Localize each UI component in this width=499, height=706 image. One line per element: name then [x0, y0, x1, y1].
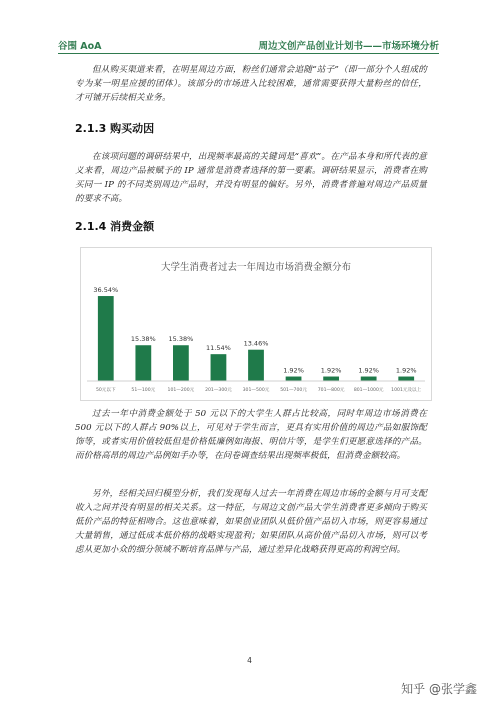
paragraph-spending-analysis: 过去一年中消费金额处于 50 元以下的大学生人群占比较高，同时年周边市场消费在 500 元以下的人群占 90%以上，可见对于学生而言，更具有实用价值的周边产品如服饰配饰等，或者实用价值较低但是价格低廉例如海报、明信片等，是学生们更愿意选择的产品。而价格高昂的周边产品例如手办等，在问卷调查结果出现频率极低，但消费金额较高。 — [75, 409, 427, 461]
chart-bar — [211, 354, 227, 381]
chart-category-label: 101—200元 — [167, 388, 195, 393]
chart-title: 大学生消费者过去一年周边市场消费金额分布 — [160, 262, 352, 273]
chart-bar — [98, 296, 114, 381]
chart-bar — [286, 377, 302, 381]
chart-category-label: 51—100元 — [131, 388, 156, 393]
page-header — [58, 38, 439, 54]
chart-category-label: 801—1000元 — [353, 388, 384, 393]
chart-category-label: 1001元及以上 — [391, 388, 422, 393]
chart-category-label: 501—700元 — [280, 388, 307, 393]
chart-category-label: 50元以下 — [95, 388, 116, 393]
chart-data-label: 1.92% — [358, 366, 379, 375]
paragraph-purchase-motive: 在该项问题的调研结果中，出现频率最高的关键词是“喜欢”。在产品本身和所代表的意义来看，周边产品被赋予的 IP 通常是消费者选择的第一要素。调研结果显示，消费者在购买同一 IP 的不同类别周边产品时，并没有明显的偏好。另外，消费者普遍对周边产品质量的要求不高。 — [75, 152, 427, 204]
chart-data-label: 11.54% — [206, 344, 231, 353]
section-heading-purchase-motive: 2.1.3 购买动因 — [75, 122, 155, 135]
chart-data-label: 15.38% — [168, 335, 194, 344]
chart-category-label: 701—800元 — [317, 388, 345, 393]
chart-bars — [93, 286, 421, 393]
header-doc-title: 周边文创产品创业计划书——市场环境分析 — [258, 41, 439, 52]
chart-bar — [398, 377, 414, 381]
chart-data-label: 1.92% — [320, 366, 342, 375]
page-number: 4 — [247, 656, 252, 665]
chart-bar — [361, 377, 377, 381]
chart-data-label: 36.54% — [93, 286, 119, 295]
chart-category-label: 201—300元 — [205, 388, 232, 393]
chart-bar — [323, 377, 339, 381]
spending-bar-chart — [80, 247, 432, 401]
chart-bar — [173, 345, 189, 381]
chart-canvas — [81, 248, 431, 400]
chart-data-label: 15.38% — [130, 335, 156, 344]
chart-data-label: 1.92% — [395, 366, 417, 375]
watermark-text: 知乎 @张学鑫 — [401, 682, 477, 696]
chart-data-label: 1.92% — [283, 366, 304, 375]
chart-bar — [135, 345, 151, 381]
paragraph-purchase-channel: 但从购买渠道来看，在明星周边方面，粉丝们通常会追随“站子”（即一部分个人组成的专为某一明星应援的团体）。该部分的市场进入比较困难，通常需要获得大量粉丝的信任，才可铺开后续相关业务。 — [75, 65, 427, 103]
paragraph-regression-analysis: 另外，经相关回归模型分析，我们发现每人过去一年消费在周边市场的金额与月可支配收入之间并没有明显的相关关系。这一特征，与周边文创产品大学生消费者更多倾向于购买低价产品的特征相吻合。这也意味着，如果创业团队从低价值产品切入市场，则更容易通过大量销售，通过低成本低价格的战略实现盈利；如果团队从高价值产品切入市场，则可以考虑从更加小众的细分领域不断培育品牌与产品，通过差异化战略获得更高的利润空间。 — [75, 489, 427, 555]
chart-data-label: 13.46% — [243, 339, 269, 348]
chart-bar — [248, 350, 264, 381]
chart-category-label: 301—500元 — [242, 388, 270, 393]
header-brand: 谷围 AoA — [58, 41, 102, 52]
header-divider — [58, 53, 439, 54]
section-heading-spending-amount: 2.1.4 消费金额 — [75, 220, 155, 233]
